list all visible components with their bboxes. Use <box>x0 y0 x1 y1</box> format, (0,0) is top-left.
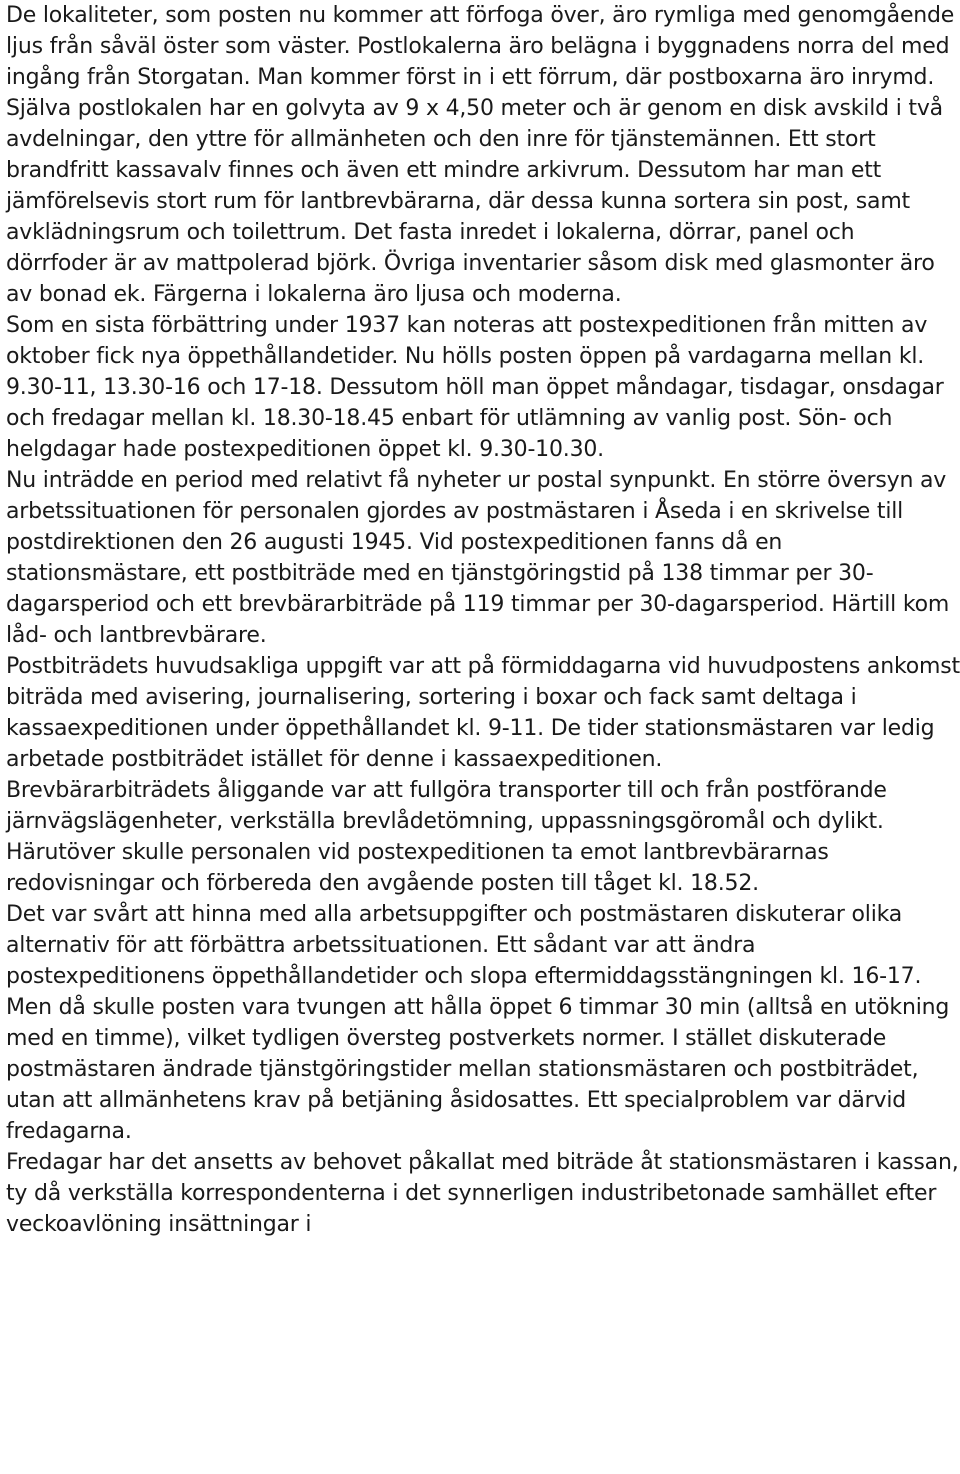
paragraph-postal-assistant-duties: Postbiträdets huvudsakliga uppgift var att på förmiddagarna vid huvudpostens ankomst biträda med avisering, journalisering, sortering i boxar och fack samt deltaga i kassaexpeditionen under öppethållandet kl. 9-11. De tider stationsmästaren var ledig arbetade postbiträdet istället för denne i kassaexpeditionen. <box>6 654 960 772</box>
paragraph-premises: De lokaliteter, som posten nu kommer att förfoga över, äro rymliga med genomgående ljus från såväl öster som väster. Postlokalerna äro belägna i byggnadens norra del med ingång från Storgatan. Man kommer först in i ett förrum, där postboxarna äro inrymd. Själva postlokalen har en golvyta av 9 x 4,50 meter och är genom en disk avskild i två avdelningar, den yttre för allmänheten och den inre för tjänstemännen. Ett stort brandfritt kassavalv finnes och även ett mindre arkivrum. Dessutom har man ett jämförelsevis stort rum för lantbrevbärarna, där dessa kunna sortera sin post, samt avklädningsrum och toilettrum. Det fasta inredet i lokalerna, dörrar, panel och dörrfoder är av mattpolerad björk. Övriga inventarier såsom disk med glasmonter äro av bonad ek. Färgerna i lokalerna äro ljusa och moderna. <box>6 3 955 307</box>
paragraph-letter-carrier-assistant-duties: Brevbärarbiträdets åliggande var att fullgöra transporter till och från postförande järnvägslägenheter, verkställa brevlådetömning, uppassningsgöromål och dylikt. <box>6 778 887 834</box>
paragraph-opening-hours-1937: Som en sista förbättring under 1937 kan noteras att postexpeditionen från mitten av oktober fick nya öppethållandetider. Nu hölls posten öppen på vardagarna mellan kl. 9.30-11, 13.30-16 och 17-18. Dessutom höll man öppet måndagar, tisdagar, onsdagar och fredagar mellan kl. 18.30-18.45 enbart för utlämning av vanlig post. Sön- och helgdagar hade postexpeditionen öppet kl. 9.30-10.30. <box>6 313 944 462</box>
paragraph-fridays: Fredagar har det ansetts av behovet påkallat med biträde åt stationsmästaren i kassan, ty då verkställa korrespondenterna i det synnerligen industribetonade samhället efter veckoavlöning insättningar i <box>6 1150 959 1237</box>
paragraph-rural-carrier-accounts: Härutöver skulle personalen vid postexpeditionen ta emot lantbrevbärarnas redovisningar och förbereda den avgående posten till tåget kl. 18.52. <box>6 840 829 896</box>
paragraph-staff-review-1945: Nu inträdde en period med relativt få nyheter ur postal synpunkt. En större översyn av arbetssituationen för personalen gjordes av postmästaren i Åseda i en skrivelse till postdirektionen den 26 augusti 1945. Vid postexpeditionen fanns då en stationsmästare, ett postbiträde med en tjänstgöringstid på 138 timmar per 30-dagarsperiod och ett brevbärarbiträde på 119 timmar per 30-dagarsperiod. Härtill kom låd- och lantbrevbärare. <box>6 468 950 648</box>
paragraph-workload-alternatives: Det var svårt att hinna med alla arbetsuppgifter och postmästaren diskuterar olika alternativ för att förbättra arbetssituationen. Ett sådant var att ändra postexpeditionens öppethållandetider och slopa eftermiddagsstängningen kl. 16-17. Men då skulle posten vara tvungen att hålla öppet 6 timmar 30 min (alltså en utökning med en timme), vilket tydligen översteg postverkets normer. I stället diskuterade postmästaren ändrade tjänstgöringstider mellan stationsmästaren och postbiträdet, utan att allmänhetens krav på betjäning åsidosattes. Ett specialproblem var därvid fredagarna. <box>6 902 950 1144</box>
